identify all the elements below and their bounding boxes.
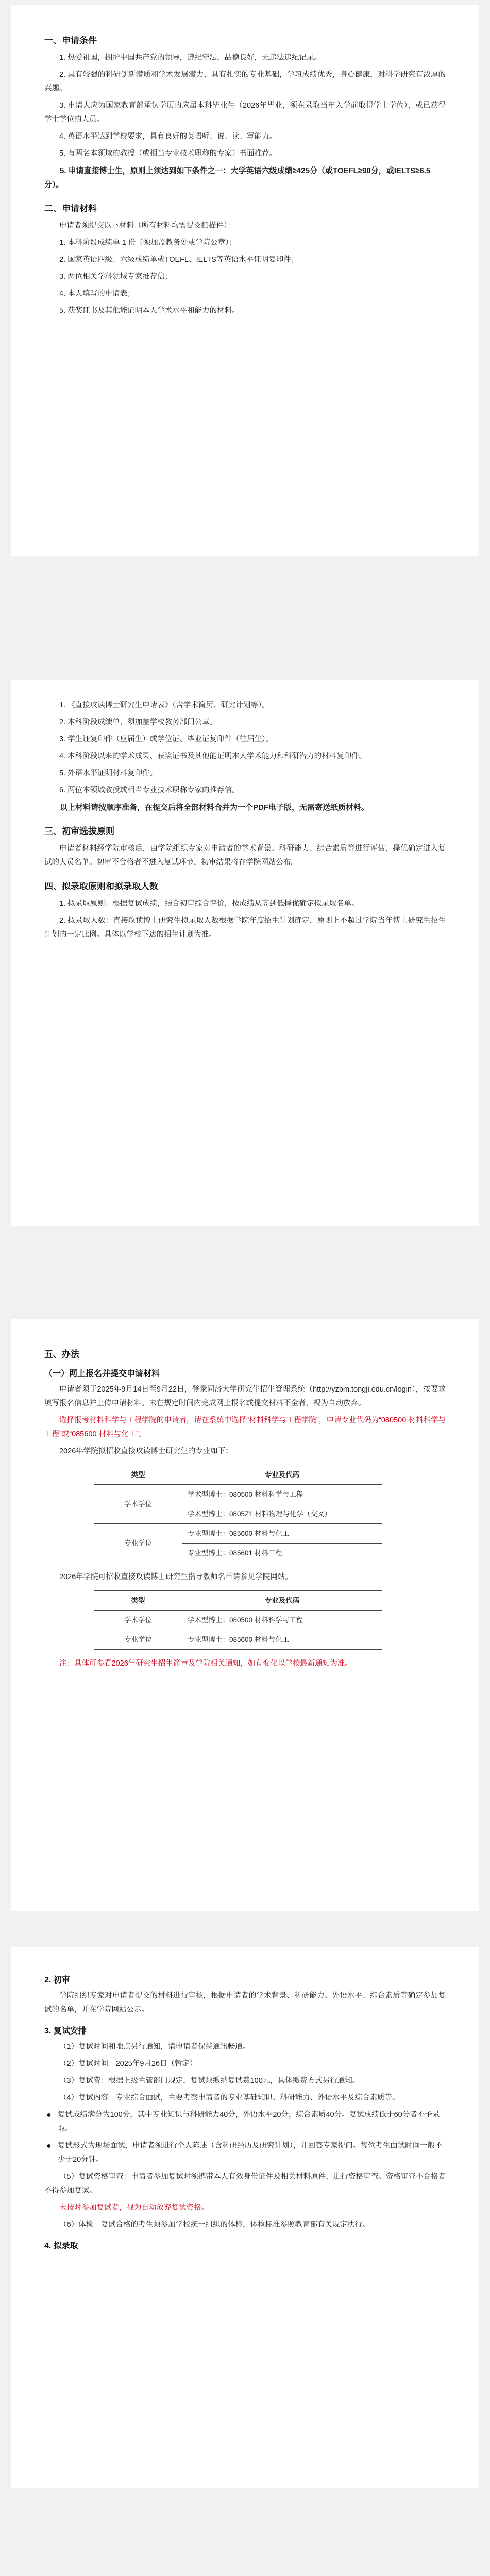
material-item: 1. 《直接攻读博士研究生申请表》（含学术简历、研究计划等）。 (59, 701, 269, 709)
section-title-review: 三、初审选拔原则 (44, 826, 114, 836)
table-cell-category: 学术学位 (94, 1611, 182, 1630)
retest-paragraph: （2）复试时间：2025年9月26日（暂定） (59, 2060, 197, 2068)
section-title-materials: 二、申请材料 (44, 204, 97, 213)
initial-review-paragraph: 学院组织专家对申请者提交的材料进行审核，根据申请者的学术背景、科研能力、外语水平、综合素质等确定参加复试的名单，并在学院网站公示。 (44, 1992, 446, 2014)
section-title-admission: 四、拟录取原则和拟录取人数 (44, 882, 158, 891)
table-cell: 专业型博士：085600 材料与化工 (182, 1524, 382, 1544)
materials-intro: 申请者须提交以下材料（所有材料均需提交扫描件）： (59, 222, 235, 230)
retest-bullet: ● 复试形式为现场面试，申请者须进行个人陈述（含科研经历及研究计划），并回答专家提问。每位考生面试时间一般不少于20分钟。 (44, 2139, 446, 2167)
material-item: 1. 本科阶段成绩单 1 份（须加盖教务处或学院公章）； (59, 239, 236, 247)
material-item: 3. 学生证复印件（应届生）或学位证、毕业证复印件（往届生）。 (59, 735, 273, 743)
table-cell-category: 专业学位 (94, 1630, 182, 1650)
table-cell: 学术型博士：080500 材料科学与工程 (182, 1485, 382, 1504)
material-item: 6. 两位本领域教授或相当专业技术职称专家的推荐信。 (59, 786, 240, 794)
material-item: 2. 国家英语四级、六级成绩单或TOEFL、IELTS等英语水平证明复印件； (59, 256, 299, 264)
material-item: 5. 外语水平证明材料复印件。 (59, 769, 158, 777)
subsection-title-retest: 3. 复试安排 (44, 2027, 87, 2036)
table-cell: 专业型博士：085600 材料与化工 (182, 1630, 382, 1650)
majors-intro: 2026年学院拟招收直接攻读博士研究生的专业如下： (59, 1447, 233, 1455)
retest-paragraph: （5）复试资格审查：申请者参加复试时须携带本人有效身份证件及相关材料原件，进行资格审查。资格审查不合格者不得参加复试。 (44, 2173, 446, 2195)
table-red-note: 注：具体可参看2026年研究生招生简章及学院相关通知，如有变化以学校最新通知为准。 (59, 1659, 352, 1668)
materials-note: 以上材料请按顺序准备，在提交后将全部材料合并为一个PDF电子版，无需寄送纸质材料。 (60, 803, 369, 812)
table-header: 专业及代码 (182, 1465, 382, 1485)
admission-paragraph: 2. 拟录取人数：直接攻读博士研究生拟录取人数根据学院年度招生计划确定，原则上不超过学院当年博士研究生招生计划的一定比例。具体以学校下达的招生计划为准。 (44, 917, 446, 939)
advisor-paragraph: 2026年学院可招收直接攻读博士研究生指导教师名单请参见学院网站。 (59, 1573, 293, 1581)
table-cell: 学术型博士：080500 材料科学与工程 (182, 1611, 382, 1630)
retest-bullet: ● 复试成绩满分为100分，其中专业知识与科研能力40分，外语水平20分，综合素质40分。复试成绩低于60分者不予录取。 (44, 2108, 446, 2136)
material-item: 4. 本人填写的申请表； (59, 290, 135, 298)
condition-item: 5. 有两名本领域的教授（或相当专业技术职称的专家）书面推荐。 (59, 149, 277, 158)
subsection-title-admission: 4. 拟录取 (44, 2242, 78, 2250)
online-paragraph: 申请者须于2025年9月14日至9月22日，登录同济大学研究生招生管理系统（http://yzbm.tongji.edu.cn/login），按要求填写报名信息并上传申请材料。未在规定时间内完成网上报名或提交材料不全者，视为自动放弃。 (44, 1385, 446, 1408)
retest-red-notice: 未按时参加复试者，视为自动放弃复试资格。 (59, 2204, 209, 2212)
table-cell: 学术型博士：0805Z1 材料物理与化学（交叉） (182, 1504, 382, 1524)
retest-paragraph: （6）体检：复试合格的考生须参加学校统一组织的体检，体检标准参照教育部有关规定执行。 (59, 2221, 370, 2229)
section-title-conditions: 一、申请条件 (44, 36, 97, 45)
document-page-2 (11, 680, 479, 1226)
subsection-title-initial-review: 2. 初审 (44, 1976, 70, 1985)
section-title-procedure: 五、办法 (44, 1349, 79, 1359)
retest-paragraph: （3）复试费：根据上级主管部门规定，复试须缴纳复试费100元，具体缴费方式另行通知。 (59, 2077, 360, 2085)
material-item: 4. 本科阶段以来的学术成果、获奖证书及其他能证明本人学术能力和科研潜力的材料复印件。 (59, 752, 367, 760)
material-item: 5. 获奖证书及其他能证明本人学术水平和能力的材料。 (59, 307, 240, 315)
online-red-notice: 选择报考材料科学与工程学院的申请者，请在系统中选择“材料科学与工程学院”，申请专业代码为“080500 材料科学与工程”或“085600 材料与化工”。 (44, 1416, 446, 1438)
table-cell-category: 专业学位 (94, 1524, 182, 1563)
document-page-3 (11, 1319, 479, 1911)
table-cell-category: 学术学位 (94, 1485, 182, 1524)
material-item: 2. 本科阶段成绩单，须加盖学校教务部门公章。 (59, 718, 217, 726)
subsection-title-online: （一）网上报名并提交申请材料 (44, 1369, 160, 1378)
condition-item: 3. 申请人应为国家教育部承认学历的应届本科毕业生（2026年毕业，须在录取当年入学前取得学士学位），或已获得学士学位的人员。 (44, 101, 446, 124)
majors-table (94, 1465, 382, 1563)
table-header: 专业及代码 (182, 1591, 382, 1611)
review-paragraph: 申请者材料经学院审核后，由学院组织专家对申请者的学术背景、科研能力、综合素质等进行评估，择优确定进入复试的人员名单。初审不合格者不进入复试环节，初审结果将在学院网站公布。 (44, 844, 446, 867)
condition-item: 2. 具有较强的科研创新潜质和学术发展潜力，具有扎实的专业基础，学习成绩优秀，身心健康，对科学研究有浓厚的兴趣。 (44, 71, 446, 93)
retest-paragraph: （1）复试时间和地点另行通知，请申请者保持通讯畅通。 (59, 2043, 250, 2051)
condition-item: 4. 英语水平达到学校要求，具有良好的英语听、说、读、写能力。 (59, 132, 277, 141)
condition-item: 1. 热爱祖国，拥护中国共产党的领导，遵纪守法，品德良好，无违法违纪记录。 (59, 54, 322, 62)
table-header: 类型 (94, 1591, 182, 1611)
admission-paragraph: 1. 拟录取原则：根据复试成绩，结合初审综合评价，按成绩从高到低择优确定拟录取名单。 (59, 900, 359, 908)
table-cell: 专业型博士：085601 材料工程 (182, 1544, 382, 1563)
document-page-1 (11, 5, 479, 556)
document-page-4 (11, 1947, 479, 2488)
material-item: 3. 两位相关学科领域专家推荐信； (59, 273, 173, 281)
table-header: 类型 (94, 1465, 182, 1485)
english-requirement: 5. 申请直接博士生，原则上须达到如下条件之一：大学英语六级成绩≥425分（或TOEFL≥90分，或IELTS≥6.5分）。 (44, 166, 431, 189)
advisors-table (94, 1590, 382, 1650)
retest-paragraph: （4）复试内容：专业综合面试，主要考察申请者的专业基础知识、科研能力、外语水平及综合素质等。 (59, 2094, 400, 2102)
